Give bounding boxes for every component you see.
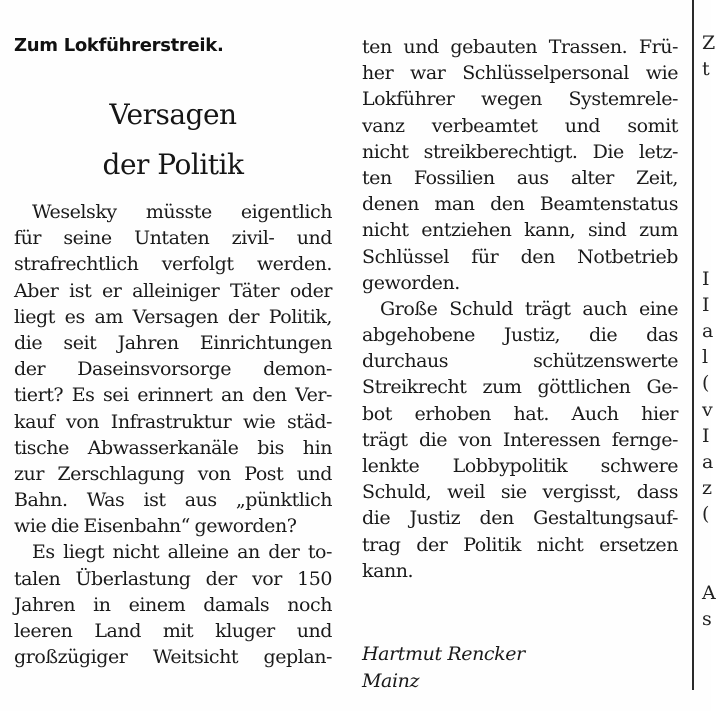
edge-fragment: a (702, 320, 714, 343)
headline-line: Versagen (109, 98, 237, 131)
edge-fragment: l (702, 346, 709, 369)
text-line: strafrechtlich verfolgt werden. (14, 253, 332, 276)
edge-fragment: Z (702, 32, 716, 54)
edge-fragment (702, 213, 711, 239)
edge-fragment: t (702, 58, 710, 81)
article-headline (14, 90, 332, 190)
text-line: Große Schuld trägt auch eine (380, 297, 678, 320)
edge-fragment: I (702, 267, 710, 290)
text-line: her war Schlüsselpersonal wie (362, 62, 678, 85)
cropped-neighbor-column (702, 30, 716, 700)
text-line: Weselsky müsste eigentlich (32, 201, 332, 223)
edge-fragment: s (702, 608, 712, 631)
text-line: geworden. (362, 271, 460, 294)
edge-fragment: A (702, 581, 716, 604)
text-line: Bahn. Was ist aus „pünktlich (14, 489, 332, 512)
text-line: Lokführer wegen Systemrele- (362, 88, 678, 111)
edge-fragment: ( (702, 372, 710, 395)
text-line: trag der Politik nicht ersetzen (362, 533, 678, 556)
text-line: ten Fossilien aus alter Zeit, (362, 166, 678, 189)
left-body-text (14, 199, 332, 670)
text-line: durchaus schützenswerte (362, 350, 678, 373)
edge-fragment (702, 187, 711, 213)
text-line: Schuld, weil sie vergisst, dass (362, 481, 678, 504)
text-line: zur Zerschlagung von Post und (14, 462, 332, 485)
signature-name: Hartmut Rencker (362, 643, 525, 665)
edge-fragment: v (702, 398, 713, 421)
edge-fragment (702, 82, 711, 108)
text-line: der Daseinsvorsorge demon- (14, 358, 332, 381)
column-rule (692, 0, 694, 690)
edge-fragment: I (702, 424, 710, 447)
text-line: nicht entziehen kann, sind zum (362, 219, 678, 242)
text-line: tische Abwasserkanäle bis hin (14, 436, 332, 459)
text-line: talen Überlastung der vor 150 (14, 567, 332, 590)
edge-fragment (702, 528, 711, 554)
text-line: wie die Eisenbahn“ geworden? (14, 515, 297, 538)
edge-fragment (702, 161, 711, 187)
kicker-heading: Zum Lokführerstreik. (14, 35, 224, 56)
text-line: vanz verbeamtet und somit (362, 114, 678, 137)
edge-fragment (702, 240, 711, 266)
text-line: Jahren in einem damals noch (14, 593, 332, 616)
text-line: die seit Jahren Einrichtungen (14, 331, 332, 354)
edge-fragment (702, 135, 711, 161)
edge-fragment: z (702, 477, 713, 500)
edge-fragment: I (702, 293, 710, 316)
text-line: kann. (362, 559, 414, 582)
text-line: kauf von Infrastruktur wie städ- (14, 410, 332, 433)
signature-city: Mainz (362, 670, 420, 692)
text-line: großzügiger Weitsicht geplan- (14, 646, 332, 669)
edge-fragment: a (702, 451, 714, 473)
text-line: nicht streikberechtigt. Die letz- (362, 140, 678, 163)
text-line: Aber ist er alleiniger Täter oder (14, 279, 332, 302)
text-line: tiert? Es sei erinnert an den Ver- (14, 384, 332, 407)
edge-fragment (702, 109, 711, 135)
headline-line: der Politik (102, 148, 244, 181)
text-line: Schlüssel für den Notbetrieb (362, 245, 678, 268)
edge-fragment (702, 554, 711, 580)
text-line: liegt es am Versagen der Politik, (14, 305, 332, 328)
text-line: Es liegt nicht alleine an der to- (32, 541, 332, 564)
text-line: lenkte Lobbypolitik schwere (362, 455, 678, 477)
text-line: ten und gebauten Trassen. Frü- (362, 36, 678, 58)
text-line: denen man den Beamtenstatus (362, 193, 678, 216)
text-line: leeren Land mit kluger und (14, 620, 332, 642)
text-line: abgehobene Justiz, die das (362, 324, 678, 347)
text-line: für seine Untaten zivil- und (14, 227, 332, 250)
text-line: trägt die von Interessen fernge- (362, 428, 678, 451)
middle-body-text (362, 34, 678, 584)
text-line: bot erhoben hat. Auch hier (362, 402, 678, 425)
text-line: Streikrecht zum göttlichen Ge- (362, 376, 678, 399)
edge-fragment: ( (702, 503, 710, 526)
text-line: die Justiz den Gestaltungsauf- (362, 507, 678, 530)
